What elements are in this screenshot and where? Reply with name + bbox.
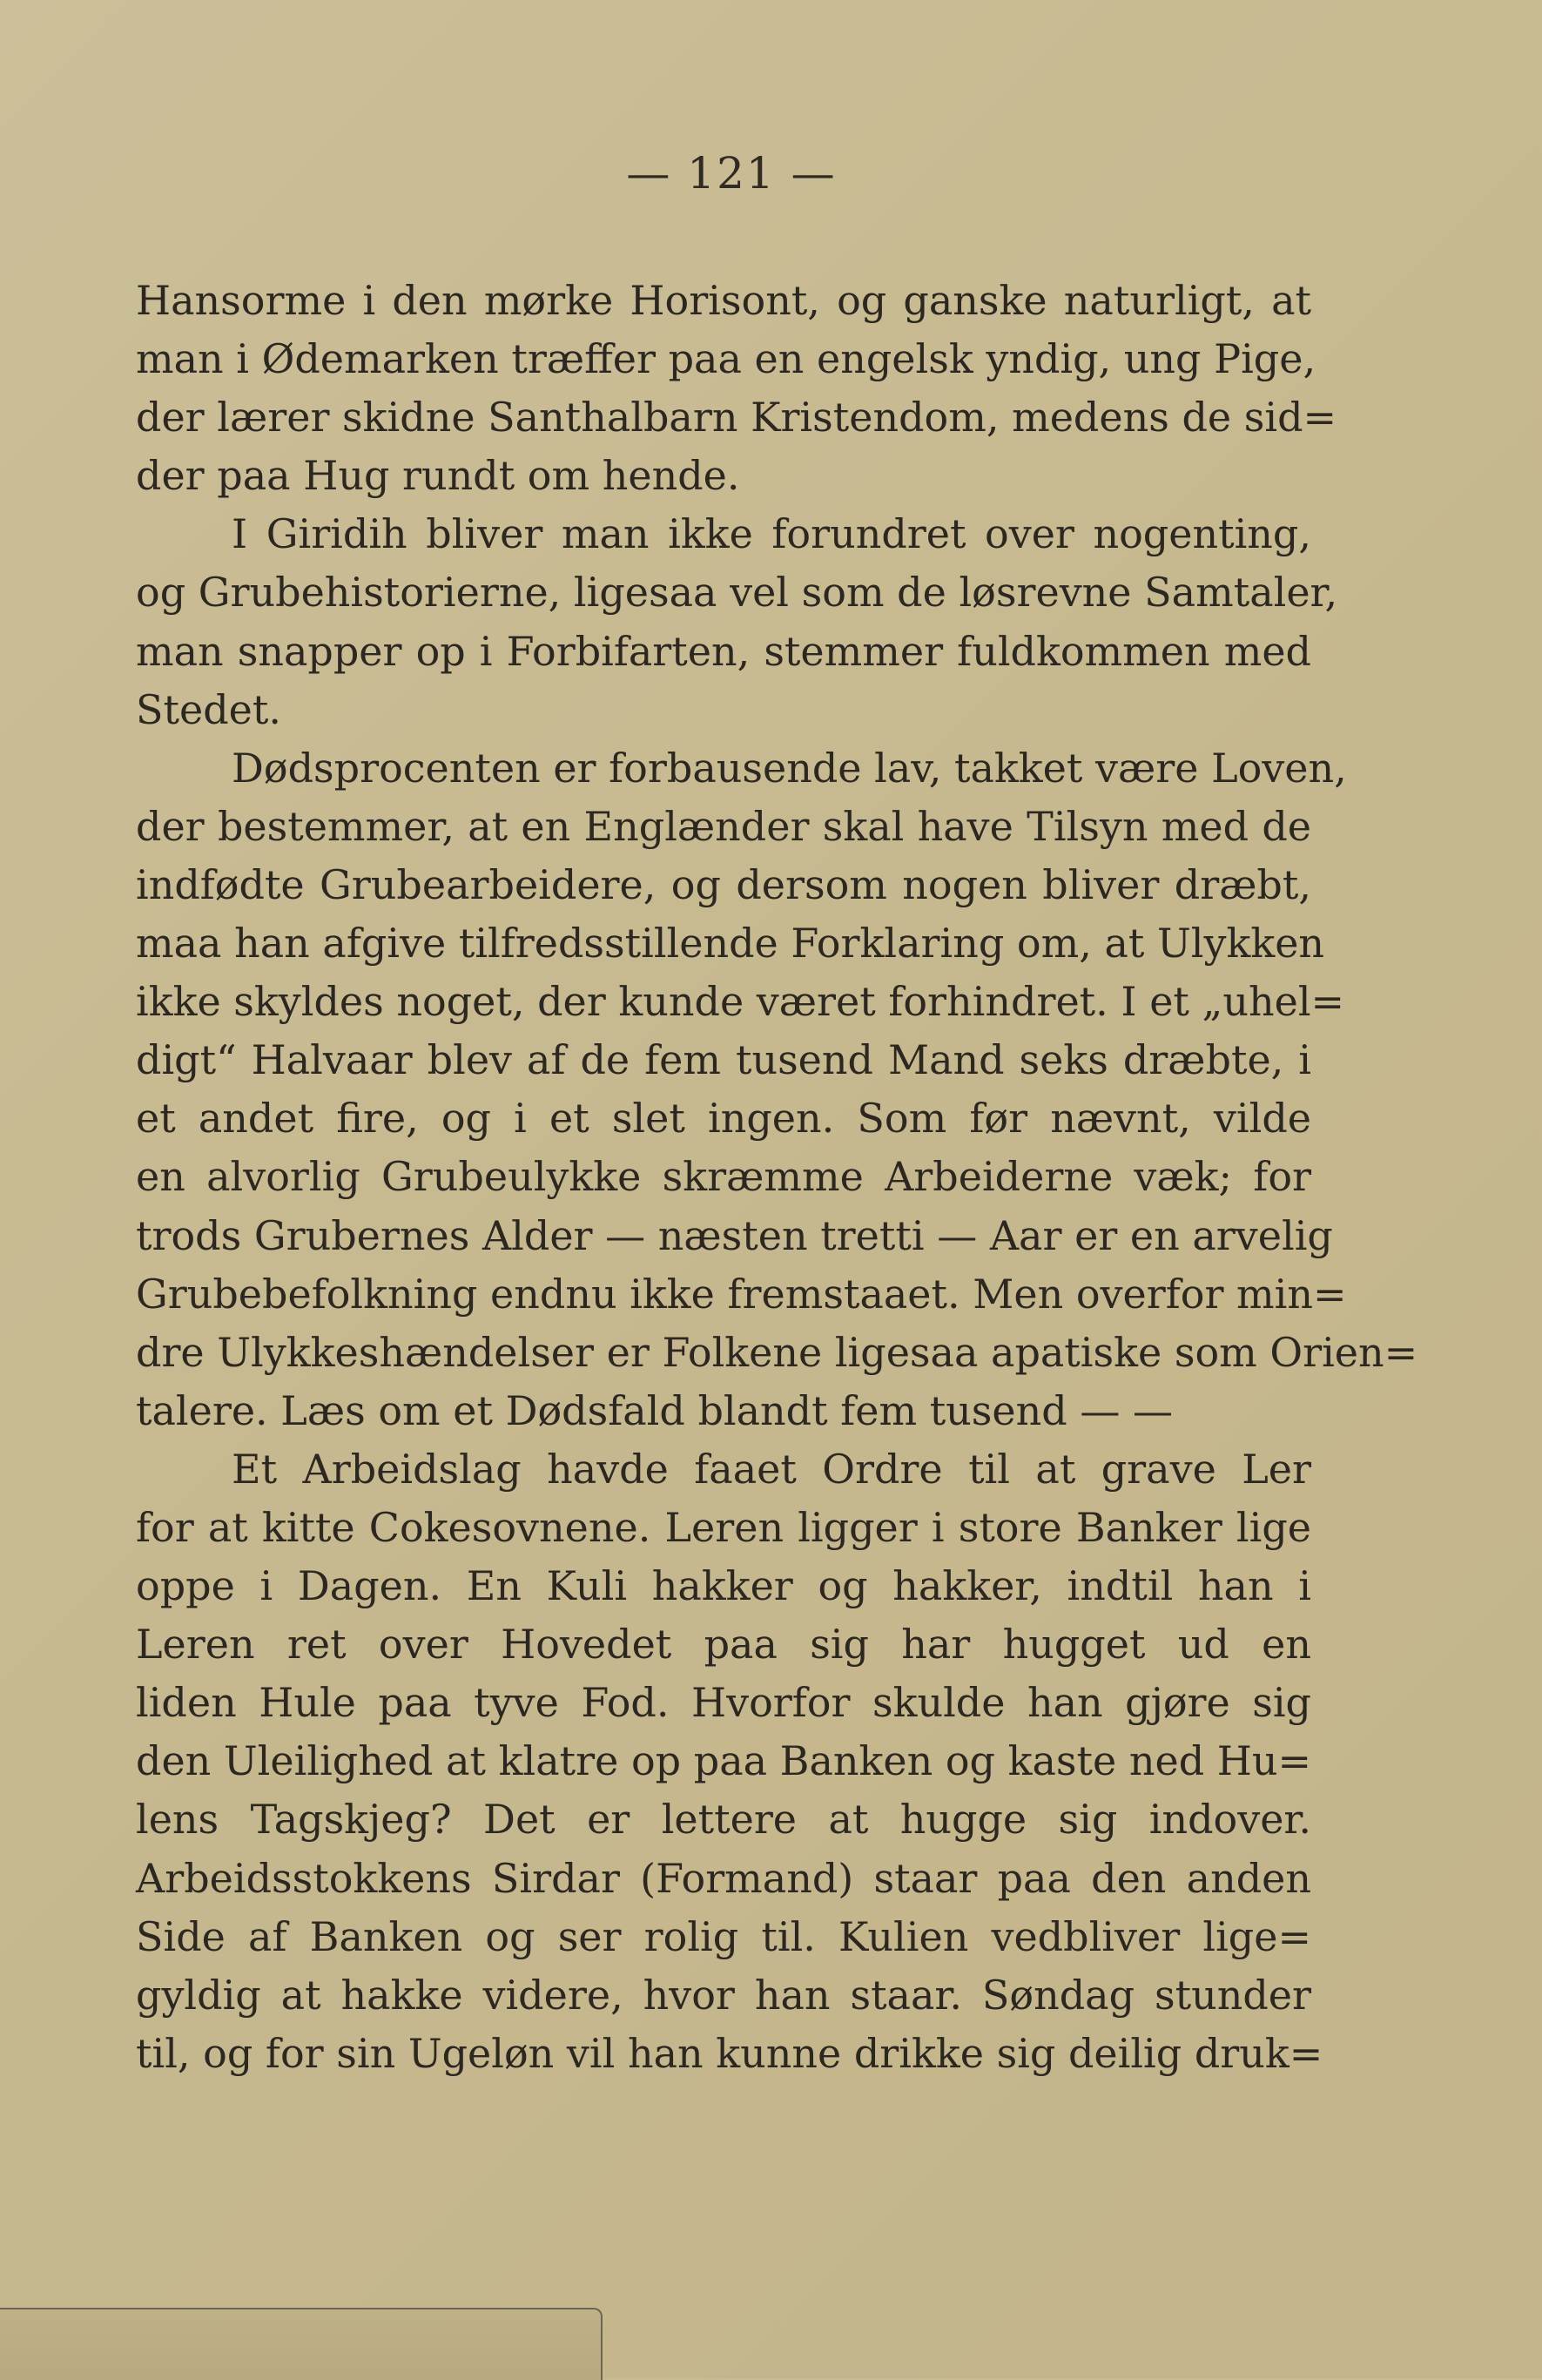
text-line: den Uleilighed at klatre op paa Banken og kaste ned Hu= [136,1737,1312,1785]
text-line: man snapper op i Forbifarten, stemmer fuldkommen med [136,627,1311,675]
text-line: Grubebefolkning endnu ikke fremstaaet. Men overfor min= [136,1270,1347,1318]
text-line: Hansorme i den mørke Horisont, og ganske naturligt, at [136,277,1311,324]
text-line: for at kitte Cokesovnene. Leren ligger i store Banker lige [136,1503,1311,1551]
next-page-edge [0,2308,603,2380]
text-line: et andet fire, og i et slet ingen. Som før nævnt, vilde [136,1095,1311,1143]
text-line: talere. Læs om et Dødsfald blandt fem tusend — — [136,1386,1173,1434]
text-line: dre Ulykkeshændelser er Folkene ligesaa apatiske som Orien= [136,1328,1418,1376]
text-line: Arbeidsstokkens Sirdar (Formand) staar paa den anden [136,1854,1311,1902]
text-line: lens Tagskjeg? Det er lettere at hugge sig indover. [136,1796,1311,1844]
text-line: liden Hule paa tyve Fod. Hvorfor skulde han gjøre sig [136,1679,1311,1727]
page-number: — 121 — [626,148,837,199]
text-line: Et Arbeidslag havde faaet Ordre til at grave Ler [232,1445,1311,1493]
text-line: maa han afgive tilfredsstillende Forklaring om, at Ulykken [136,920,1325,968]
text-line: der bestemmer, at en Englænder skal have Tilsyn med de [136,802,1311,850]
text-line: en alvorlig Grubeulykke skræmme Arbeiderne væk; for [136,1153,1311,1201]
text-line: oppe i Dagen. En Kuli hakker og hakker, indtil han i [136,1562,1311,1610]
text-line: og Grubehistorierne, ligesaa vel som de løsrevne Samtaler, [136,569,1338,617]
text-line: trods Grubernes Alder — næsten tretti — Aar er en arvelig [136,1211,1333,1259]
text-line: ikke skyldes noget, der kunde været forhindret. I et „uhel= [136,978,1345,1026]
text-line: indfødte Grubearbeidere, og dersom nogen bliver dræbt, [136,860,1311,908]
text-line: I Giridih bliver man ikke forundret over nogenting, [232,510,1311,558]
text-line: digt“ Halvaar blev af de fem tusend Mand seks dræbte, i [136,1036,1311,1084]
body-text [136,272,1418,2083]
text-line: der paa Hug rundt om hende. [136,452,740,500]
text-line: Stedet. [136,685,281,733]
text-line: gyldig at hakke videre, hvor han staar. Søndag stunder [136,1971,1311,2019]
text-line: Side af Banken og ser rolig til. Kulien vedbliver lige= [136,1912,1311,1960]
text-line: man i Ødemarken træffer paa en engelsk yndig, ung Pige, [136,335,1316,383]
text-line: Dødsprocenten er forbausende lav, takket være Loven, [232,744,1347,792]
text-line: der lærer skidne Santhalbarn Kristendom, medens de sid= [136,394,1337,442]
text-line: Leren ret over Hovedet paa sig har hugget ud en [136,1621,1311,1669]
text-line: til, og for sin Ugeløn vil han kunne drikke sig deilig druk= [136,2029,1323,2077]
